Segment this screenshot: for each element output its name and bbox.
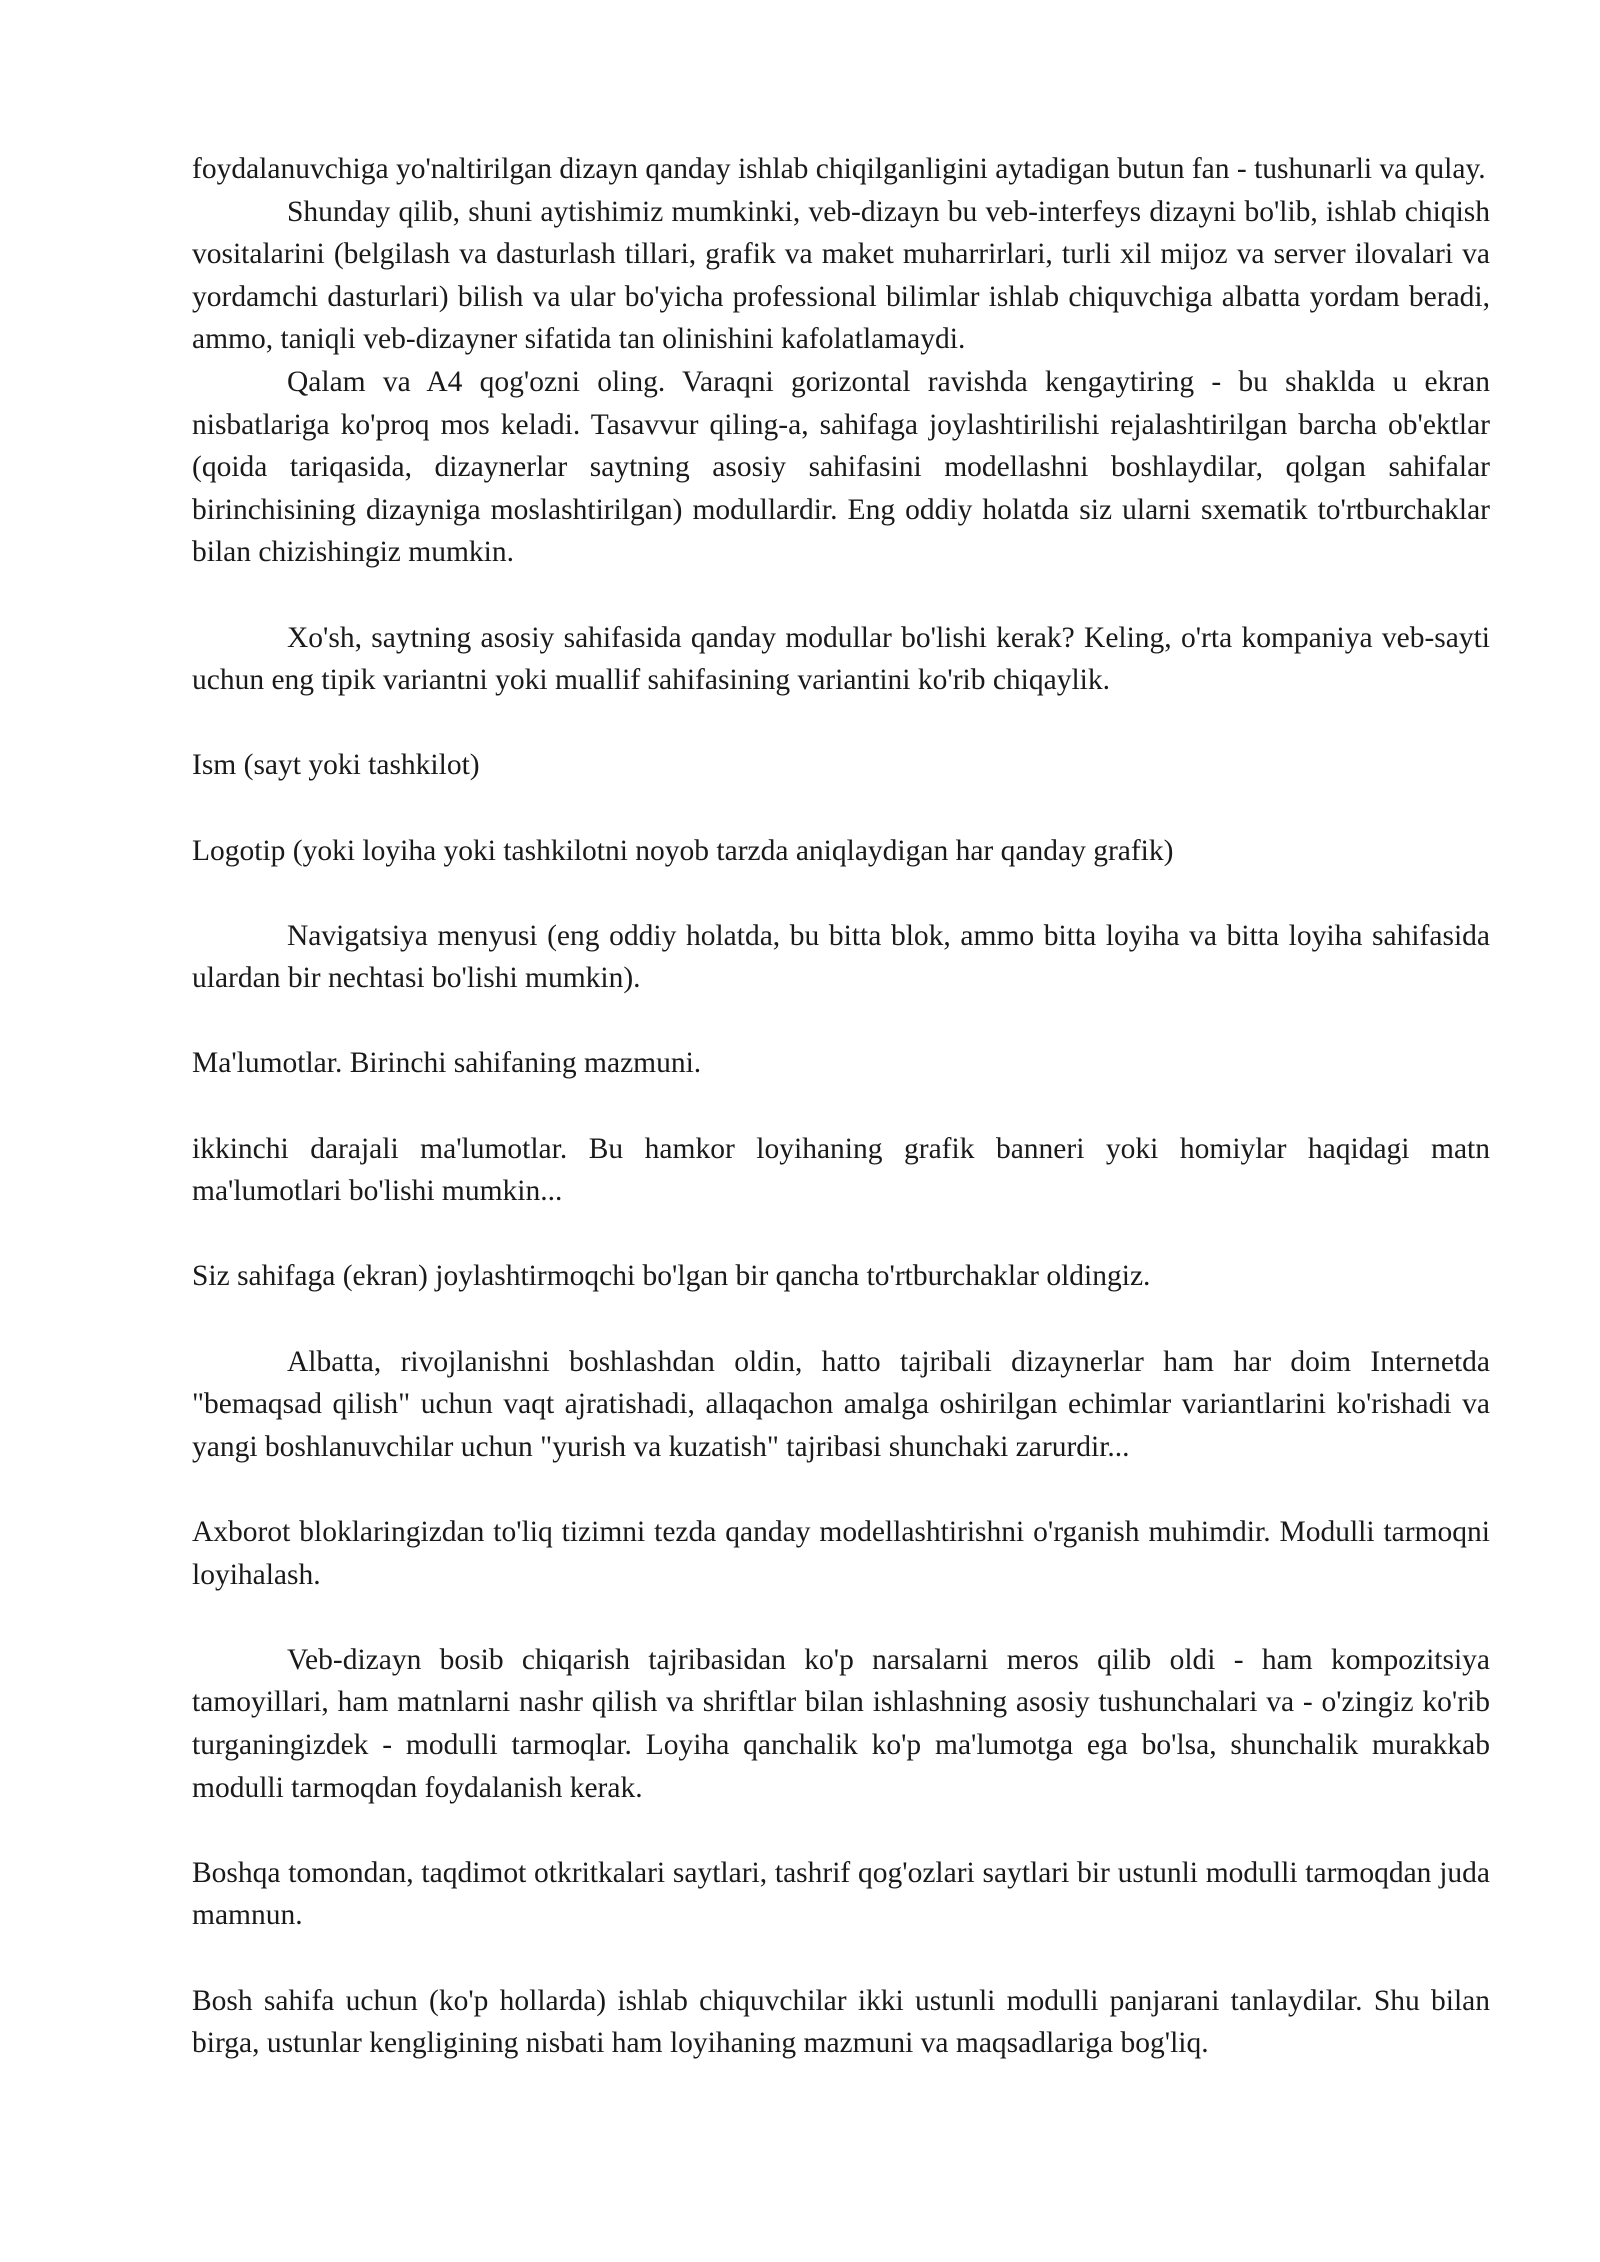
blank-line <box>192 1298 1490 1341</box>
paragraph-6: Logotip (yoki loyiha yoki tashkilotni noyob tarzda aniqlaydigan har qanday grafik) <box>192 834 1174 867</box>
blank-line <box>192 574 1490 617</box>
paragraph-15: Bosh sahifa uchun (ko'p hollarda) ishlab chiquvchilar ikki ustunli modulli panjarani tanlaydilar. Shu bilan birga, ustunlar kengligining nisbati ham loyihaning mazmuni va maqsadlariga bog'liq. <box>192 1984 1490 2060</box>
document-page <box>192 148 1490 2065</box>
paragraph-3: Qalam va A4 qog'ozni oling. Varaqni gorizontal ravishda kengaytiring - bu shaklda u ekran nisbatlariga ko'proq mos keladi. Tasavvur qiling-a, sahifaga joylashtirilishi rejalashtirilgan barcha ob'ektlar (qoida tariqasida, dizaynerlar saytning asosiy sahifasini modellashni boshlaydilar, qolgan sahifalar birinchisining dizayniga moslashtirilgan) modullardir. Eng oddiy holatda siz ularni sxematik to'rtburchaklar bilan chizishingiz mumkin. <box>192 365 1490 569</box>
blank-line <box>192 787 1490 830</box>
blank-line <box>192 1085 1490 1128</box>
blank-line <box>192 1809 1490 1852</box>
blank-line <box>192 1468 1490 1511</box>
paragraph-14: Boshqa tomondan, taqdimot otkritkalari saytlari, tashrif qog'ozlari saytlari bir ustunli modulli tarmoqdan juda mamnun. <box>192 1856 1490 1932</box>
paragraph-5: Ism (sayt yoki tashkilot) <box>192 749 480 782</box>
blank-line <box>192 702 1490 745</box>
blank-line <box>192 1213 1490 1256</box>
paragraph-13: Veb-dizayn bosib chiqarish tajribasidan ko'p narsalarni meros qilib oldi - ham kompozitsiya tamoyillari, ham matnlarni nashr qilish va shriftlar bilan ishlashning asosiy tushunchalari va - o'zingiz ko'rib turganingizdek - modulli tarmoqlar. Loyiha qanchalik ko'p ma'lumotga ega bo'lsa, shunchalik murakkab modulli tarmoqdan foydalanish kerak. <box>192 1643 1490 1804</box>
paragraph-10: Siz sahifaga (ekran) joylashtirmoqchi bo'lgan bir qancha to'rtburchaklar oldingiz. <box>192 1260 1151 1293</box>
blank-line <box>192 872 1490 915</box>
paragraph-8: Ma'lumotlar. Birinchi sahifaning mazmuni. <box>192 1047 702 1080</box>
paragraph-1: foydalanuvchiga yo'naltirilgan dizayn qanday ishlab chiqilganligini aytadigan butun fan - tushunarli va qulay. <box>192 153 1486 185</box>
paragraph-7: Navigatsiya menyusi (eng oddiy holatda, bu bitta blok, ammo bitta loyiha va bitta loyiha sahifasida ulardan bir nechtasi bo'lishi mumkin). <box>192 919 1490 995</box>
paragraph-12: Axborot bloklaringizdan to'liq tizimni tezda qanday modellashtirishni o'rganish muhimdir. Modulli tarmoqni loyihalash. <box>192 1516 1490 1591</box>
paragraph-4: Xo'sh, saytning asosiy sahifasida qanday modullar bo'lishi kerak? Keling, o'rta kompaniya veb-sayti uchun eng tipik variantni yoki muallif sahifasining variantini ko'rib chiqaylik. <box>192 621 1490 697</box>
blank-line <box>192 1596 1490 1639</box>
blank-line <box>192 1937 1490 1980</box>
paragraph-2: Shunday qilib, shuni aytishimiz mumkinki, veb-dizayn bu veb-interfeys dizayni bo'lib, ishlab chiqish vositalarini (belgilash va dasturlash tillari, grafik va maket muharrirlari, turli xil mijoz va server ilovalari va yordamchi dasturlari) bilish va ular bo'yicha professional bilimlar ishlab chiquvchiga albatta yordam beradi, ammo, taniqli veb-dizayner sifatida tan olinishini kafolatlamaydi. <box>192 195 1490 356</box>
paragraph-9: ikkinchi darajali ma'lumotlar. Bu hamkor loyihaning grafik banneri yoki homiylar haqidagi matn ma'lumotlari bo'lishi mumkin... <box>192 1132 1490 1208</box>
blank-line <box>192 1000 1490 1043</box>
paragraph-11: Albatta, rivojlanishni boshlashdan oldin, hatto tajribali dizaynerlar ham har doim Internetda "bemaqsad qilish" uchun vaqt ajratishadi, allaqachon amalga oshirilgan echimlar variantlarini ko'rishadi va yangi boshlanuvchilar uchun "yurish va kuzatish" tajribasi shunchaki zarurdir... <box>192 1345 1490 1463</box>
